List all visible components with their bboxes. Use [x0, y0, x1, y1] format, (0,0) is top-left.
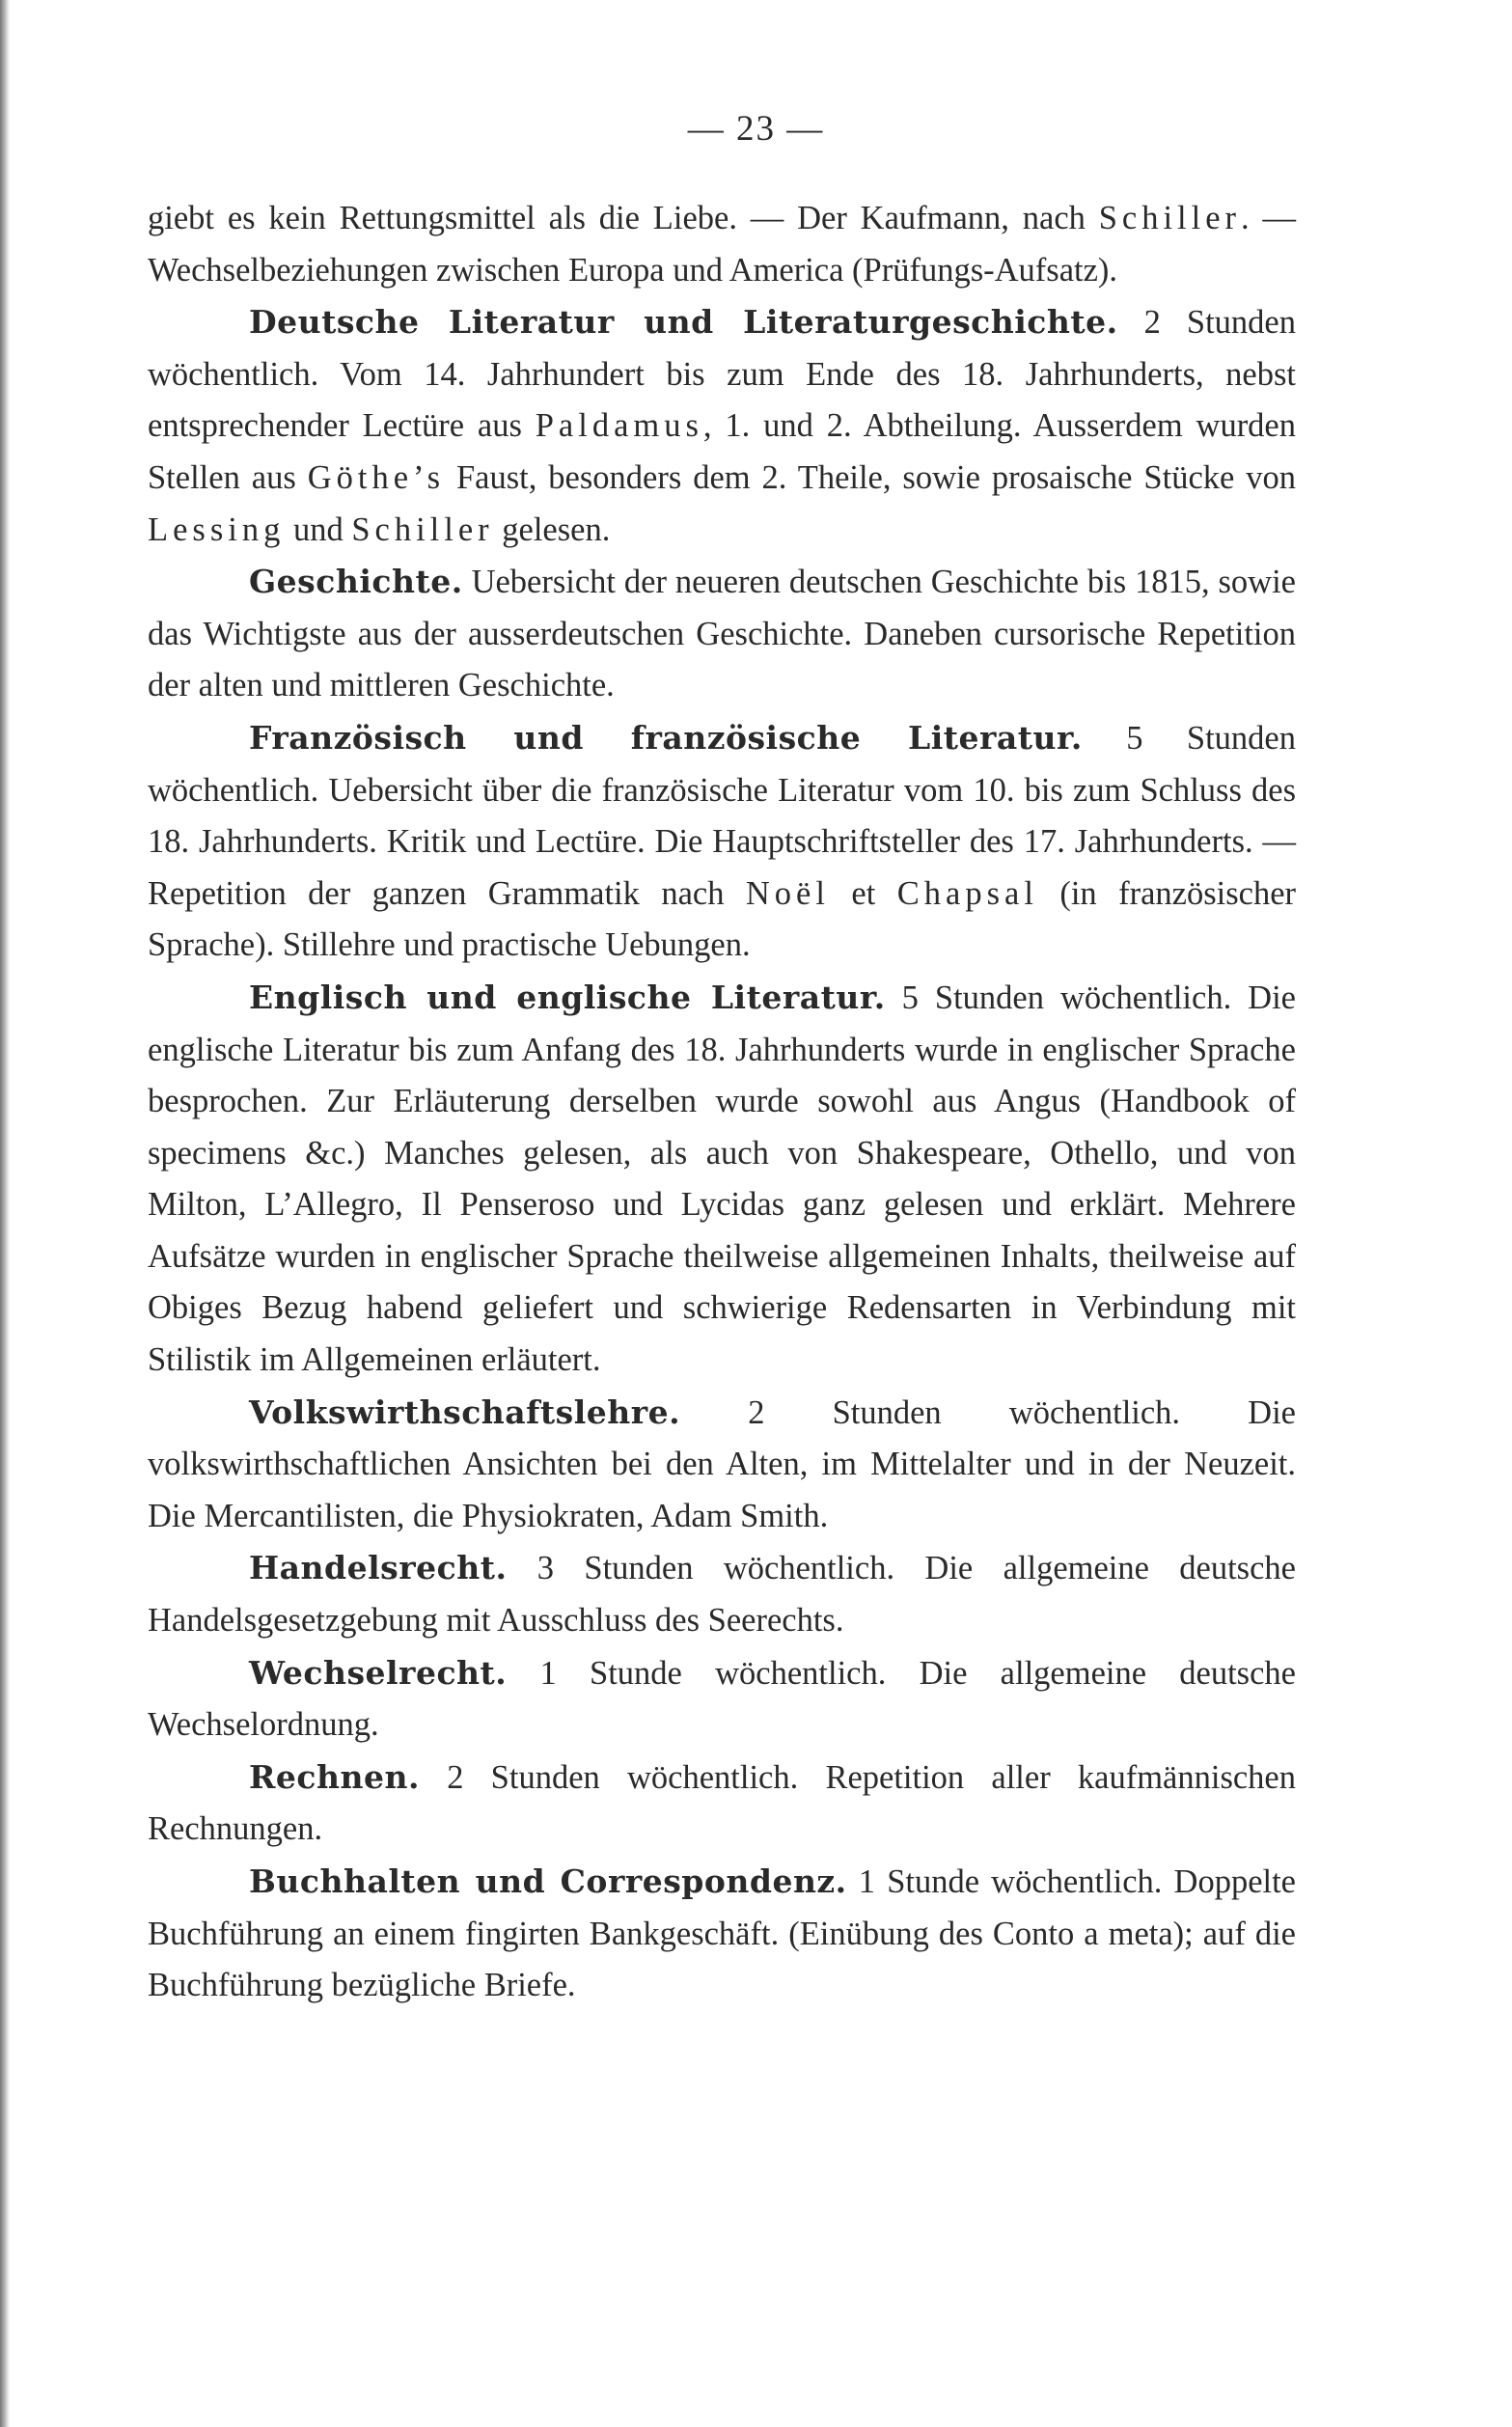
text-run: giebt es kein Rettungsmittel als die Liebe. — Der Kaufmann, nach [148, 200, 1099, 236]
text-run: 5 Stunden wöchentlich. Die englische Literatur bis zum Anfang des 18. Jahrhunderts wurde in englischer Sprache besprochen. Zur Erläuterung derselben wurde sowohl aus Angus (Handbook of specimens &c.) Manches gelesen, als auch von Shakespeare, Othello, und von Milton, L’Allegro, Il Penseroso und Lycidas ganz gelesen und erklärt. Mehrere Aufsätze wurden in englischer Sprache theilweise allgemeinen Inhalts, theilweise auf Obiges Bezug habend geliefert und schwierige Redensarten in Verbindung mit Stilistik im Allgemeinen erläutert. [148, 979, 1296, 1379]
spaced-name: Noël [745, 874, 830, 912]
section-heading: Wechselrecht. [249, 1653, 508, 1692]
text-run: . — Wechselbeziehungen zwischen Europa und America (Prüfungs-Aufsatz). [148, 200, 1296, 289]
text-run: 2 Stunden wöchentlich. Repetition aller kaufmännischen Rechnungen. [148, 1758, 1296, 1848]
spaced-name: Schiller [351, 510, 494, 548]
paragraph-handelsrecht [148, 1542, 1296, 1646]
paragraph-volkswirthschaft [148, 1387, 1296, 1543]
section-heading: Volkswirthschaftslehre. [249, 1393, 681, 1431]
section-heading: Rechnen. [249, 1757, 420, 1796]
paragraph-continuation [148, 193, 1296, 296]
text-run: (in französischer Sprache). Stillehre und practische Uebungen. [148, 874, 1297, 964]
text-run: , 1. und 2. Abtheilung. Ausserdem wurden Stellen aus [148, 407, 1296, 496]
section-heading: Französisch und französische Literatur. [249, 718, 1083, 757]
text-run: und [285, 510, 352, 548]
paragraph-deutsche-literatur [148, 296, 1296, 556]
section-heading: Buchhalten und Correspondenz. [249, 1862, 847, 1900]
paragraph-wechselrecht [148, 1647, 1296, 1751]
section-heading: Geschichte. [249, 563, 463, 601]
paragraph-rechnen [148, 1751, 1296, 1856]
text-run: 2 Stunden wöchentlich. Vom 14. Jahrhundert bis zum Ende des 18. Jahrhunderts, nebst entsprechender Lectüre aus [148, 304, 1296, 445]
text-run: 5 Stunden wöchentlich. Uebersicht über die französische Literatur vom 10. bis zum Schluss des 18. Jahrhunderts. Kritik und Lectüre. Die Hauptschriftsteller des 17. Jahrhunderts. — Repetition der ganzen Grammatik nach [148, 719, 1296, 912]
page-number: — 23 — [687, 109, 825, 149]
section-heading: Deutsche Literatur und Literaturgeschichte. [249, 303, 1118, 342]
spaced-name: Lessing [148, 510, 286, 548]
section-heading: Handelsrecht. [249, 1549, 508, 1587]
page-edge-shadow [0, 0, 10, 2427]
paragraph-buchhalten [148, 1856, 1296, 2012]
paragraph-geschichte [148, 556, 1296, 712]
text-run: 2 Stunden wöchentlich. Die volkswirthschaftlichen Ansichten bei den Alten, im Mittelalter und in der Neuzeit. Die Mercantilisten, die Physiokraten, Adam Smith. [148, 1393, 1296, 1534]
paragraph-englisch [148, 972, 1296, 1387]
text-run: Uebersicht der neueren deutschen Geschichte bis 1815, sowie das Wichtigste aus der ausserdeutschen Geschichte. Daneben cursorische Repetition der alten und mittleren Geschichte. [148, 564, 1296, 704]
text-run: 1 Stunde wöchentlich. Die allgemeine deutsche Wechselordnung. [148, 1654, 1296, 1744]
text-run: 1 Stunde wöchentlich. Doppelte Buchführung an einem fingirten Bankgeschäft. (Einübung des Conto a meta); auf die Buchführung bezügliche Briefe. [148, 1863, 1296, 2004]
text-run: et [829, 874, 897, 912]
section-heading: Englisch und englische Literatur. [249, 978, 886, 1016]
body-text [148, 193, 1296, 2012]
text-run: gelesen. [493, 510, 611, 548]
text-run: 3 Stunden wöchentlich. Die allgemeine deutsche Handelsgesetzgebung mit Ausschluss des Seerechts. [148, 1550, 1296, 1640]
spaced-name: Chapsal [896, 874, 1038, 912]
text-run: Faust, besonders dem 2. Theile, sowie prosaische Stücke von [445, 458, 1297, 496]
spaced-name: Schiller [1098, 200, 1242, 236]
paragraph-franzoesisch [148, 712, 1296, 972]
spaced-name: Paldamus [535, 407, 703, 445]
spaced-name: Göthe’s [307, 458, 446, 496]
